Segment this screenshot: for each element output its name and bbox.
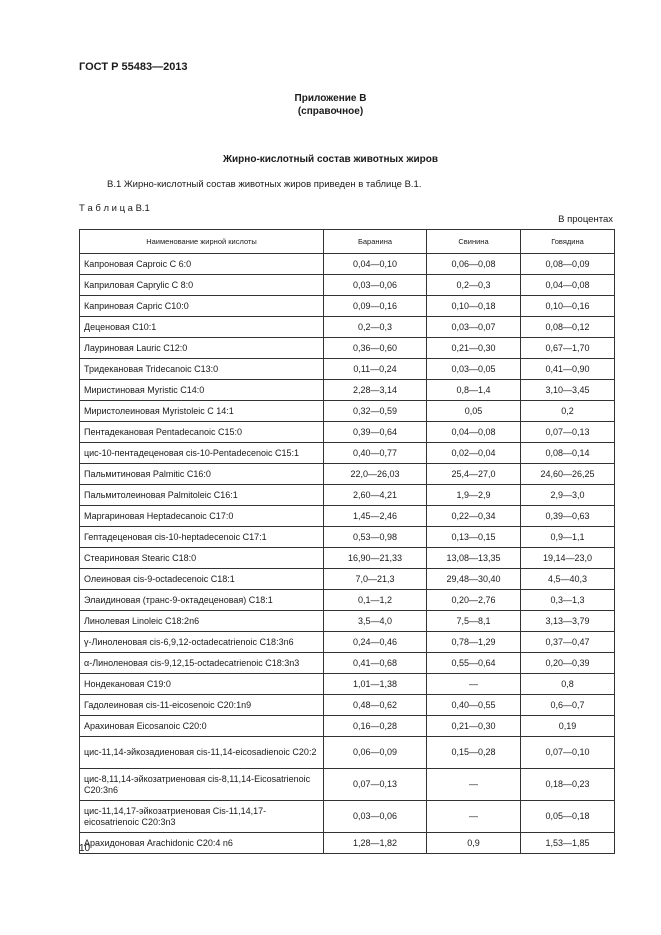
table-row [80,527,615,548]
pork-value-cell: — [427,769,521,801]
table-label: Т а б л и ц а В.1 [79,203,150,214]
lamb-value-cell: 0,11—0,24 [324,359,427,380]
acid-name-cell: цис-8,11,14-эйкозатриеновая cis-8,11,14-Eicosatrienoic C20:3n6 [80,769,324,801]
lamb-value-cell: 16,90—21,33 [324,548,427,569]
acid-name-cell: Гадолеиновая cis-11-eicosenoic C20:1n9 [80,695,324,716]
lamb-value-cell: 0,03—0,06 [324,275,427,296]
lamb-value-cell: 0,1—1,2 [324,590,427,611]
pork-value-cell: 0,15—0,28 [427,737,521,769]
lamb-value-cell: 0,41—0,68 [324,653,427,674]
header-beef: Говядина [521,230,615,254]
acid-name-cell: Олеиновая cis-9-octadecenoic C18:1 [80,569,324,590]
pork-value-cell: 0,05 [427,401,521,422]
acid-name-cell: Пальмитиновая Palmitic C16:0 [80,464,324,485]
lamb-value-cell: 3,5—4,0 [324,611,427,632]
beef-value-cell: 0,18—0,23 [521,769,615,801]
beef-value-cell: 0,67—1,70 [521,338,615,359]
table-row [80,737,615,769]
table-row [80,380,615,401]
table-row [80,464,615,485]
document-code: ГОСТ Р 55483—2013 [79,61,188,73]
lamb-value-cell: 0,06—0,09 [324,737,427,769]
table-row [80,485,615,506]
lamb-value-cell: 1,01—1,38 [324,674,427,695]
acid-name-cell: α-Линоленовая cis-9,12,15-octadecatrienoic C18:3n3 [80,653,324,674]
table-row [80,422,615,443]
table-row [80,296,615,317]
acid-name-cell: Пентадекановая Pentadecanoic C15:0 [80,422,324,443]
acid-name-cell: Тридекановая Tridecanoic C13:0 [80,359,324,380]
pork-value-cell: 0,55—0,64 [427,653,521,674]
acid-name-cell: цис-11,14,17-эйкозатриеновая Cis-11,14,17-eicosatrienoic C20:3n3 [80,801,324,833]
acid-name-cell: Миристолеиновая Myristoleic C 14:1 [80,401,324,422]
pork-value-cell: 0,13—0,15 [427,527,521,548]
lamb-value-cell: 0,2—0,3 [324,317,427,338]
pork-value-cell: 1,9—2,9 [427,485,521,506]
beef-value-cell: 2,9—3,0 [521,485,615,506]
acid-name-cell: цис-11,14-эйкозадиеновая cis-11,14-eicosadienoic C20:2 [80,737,324,769]
lamb-value-cell: 0,03—0,06 [324,801,427,833]
pork-value-cell: 0,21—0,30 [427,338,521,359]
lamb-value-cell: 0,40—0,77 [324,443,427,464]
acid-name-cell: Линолевая Linoleic C18:2n6 [80,611,324,632]
pork-value-cell: 0,2—0,3 [427,275,521,296]
pork-value-cell: — [427,801,521,833]
lamb-value-cell: 0,32—0,59 [324,401,427,422]
acid-name-cell: Арахидоновая Arachidonic C20:4 n6 [80,833,324,854]
lamb-value-cell: 0,24—0,46 [324,632,427,653]
beef-value-cell: 0,05—0,18 [521,801,615,833]
beef-value-cell: 0,08—0,12 [521,317,615,338]
header-lamb: Баранина [324,230,427,254]
beef-value-cell: 19,14—23,0 [521,548,615,569]
acid-name-cell: Гептадеценовая cis-10-heptadecenoic C17:1 [80,527,324,548]
table-row [80,401,615,422]
table-row [80,653,615,674]
lamb-value-cell: 0,39—0,64 [324,422,427,443]
lamb-value-cell: 0,04—0,10 [324,254,427,275]
beef-value-cell: 1,53—1,85 [521,833,615,854]
acid-name-cell: Маргариновая Heptadecanoic C17:0 [80,506,324,527]
acid-name-cell: Каприновая Capric C10:0 [80,296,324,317]
pork-value-cell: 29,48—30,40 [427,569,521,590]
acid-name-cell: Арахиновая Eicosanoic C20:0 [80,716,324,737]
beef-value-cell: 0,04—0,08 [521,275,615,296]
pork-value-cell: 0,03—0,07 [427,317,521,338]
lamb-value-cell: 22,0—26,03 [324,464,427,485]
acid-name-cell: Деценовая C10:1 [80,317,324,338]
table-row [80,254,615,275]
pork-value-cell: — [427,674,521,695]
beef-value-cell: 0,20—0,39 [521,653,615,674]
lamb-value-cell: 0,48—0,62 [324,695,427,716]
beef-value-cell: 0,9—1,1 [521,527,615,548]
table-row [80,716,615,737]
table-row [80,695,615,716]
table-row [80,590,615,611]
table-row [80,443,615,464]
beef-value-cell: 0,08—0,14 [521,443,615,464]
lamb-value-cell: 0,09—0,16 [324,296,427,317]
beef-value-cell: 0,8 [521,674,615,695]
pork-value-cell: 0,8—1,4 [427,380,521,401]
pork-value-cell: 0,03—0,05 [427,359,521,380]
acid-name-cell: Элаидиновая (транс-9-октадеценовая) C18:1 [80,590,324,611]
header-acid-name: Наименование жирной кислоты [80,230,324,254]
beef-value-cell: 0,37—0,47 [521,632,615,653]
lamb-value-cell: 7,0—21,3 [324,569,427,590]
table-units: В процентах [558,214,613,225]
lamb-value-cell: 2,28—3,14 [324,380,427,401]
pork-value-cell: 0,78—1,29 [427,632,521,653]
lamb-value-cell: 0,07—0,13 [324,769,427,801]
beef-value-cell: 0,10—0,16 [521,296,615,317]
intro-paragraph: В.1 Жирно-кислотный состав животных жиров приведен в таблице В.1. [107,179,422,190]
table-row [80,506,615,527]
page-number: 10 [79,843,91,854]
beef-value-cell: 0,07—0,10 [521,737,615,769]
lamb-value-cell: 0,53—0,98 [324,527,427,548]
beef-value-cell: 0,6—0,7 [521,695,615,716]
fatty-acid-table [79,229,615,854]
pork-value-cell: 0,06—0,08 [427,254,521,275]
pork-value-cell: 0,02—0,04 [427,443,521,464]
beef-value-cell: 4,5—40,3 [521,569,615,590]
table-row [80,801,615,833]
acid-name-cell: цис-10-пентадеценовая cis-10-Pentadecenoic C15:1 [80,443,324,464]
pork-value-cell: 0,40—0,55 [427,695,521,716]
pork-value-cell: 0,22—0,34 [427,506,521,527]
beef-value-cell: 0,3—1,3 [521,590,615,611]
table-row [80,569,615,590]
beef-value-cell: 3,13—3,79 [521,611,615,632]
pork-value-cell: 25,4—27,0 [427,464,521,485]
table-row [80,359,615,380]
beef-value-cell: 0,08—0,09 [521,254,615,275]
pork-value-cell: 0,9 [427,833,521,854]
table-row [80,275,615,296]
acid-name-cell: Миристиновая Myristic C14:0 [80,380,324,401]
table-row [80,548,615,569]
acid-name-cell: Капроновая Caproic C 6:0 [80,254,324,275]
acid-name-cell: γ-Линоленовая cis-6,9,12-octadecatrienoic C18:3n6 [80,632,324,653]
beef-value-cell: 24,60—26,25 [521,464,615,485]
pork-value-cell: 0,10—0,18 [427,296,521,317]
table-row [80,632,615,653]
pork-value-cell: 0,21—0,30 [427,716,521,737]
acid-name-cell: Пальмитолеиновая Palmitoleic C16:1 [80,485,324,506]
acid-name-cell: Каприловая Caprylic C 8:0 [80,275,324,296]
table-header-row [80,230,615,254]
pork-value-cell: 7,5—8,1 [427,611,521,632]
beef-value-cell: 3,10—3,45 [521,380,615,401]
beef-value-cell: 0,41—0,90 [521,359,615,380]
pork-value-cell: 0,20—2,76 [427,590,521,611]
beef-value-cell: 0,39—0,63 [521,506,615,527]
acid-name-cell: Нондекановая C19:0 [80,674,324,695]
table-row [80,674,615,695]
beef-value-cell: 0,07—0,13 [521,422,615,443]
table-row [80,769,615,801]
beef-value-cell: 0,19 [521,716,615,737]
lamb-value-cell: 1,28—1,82 [324,833,427,854]
lamb-value-cell: 1,45—2,46 [324,506,427,527]
table-row [80,611,615,632]
table-row [80,833,615,854]
appendix-heading [0,92,661,118]
table-row [80,317,615,338]
appendix-subtitle: (справочное) [297,106,364,117]
header-pork: Свинина [427,230,521,254]
acid-name-cell: Стеариновая Stearic C18:0 [80,548,324,569]
appendix-title: Приложение В [294,93,367,104]
pork-value-cell: 13,08—13,35 [427,548,521,569]
lamb-value-cell: 2,60—4,21 [324,485,427,506]
lamb-value-cell: 0,16—0,28 [324,716,427,737]
beef-value-cell: 0,2 [521,401,615,422]
table-row [80,338,615,359]
pork-value-cell: 0,04—0,08 [427,422,521,443]
table-body [80,254,615,854]
section-title: Жирно-кислотный состав животных жиров [223,154,438,165]
acid-name-cell: Лауриновая Lauric C12:0 [80,338,324,359]
lamb-value-cell: 0,36—0,60 [324,338,427,359]
